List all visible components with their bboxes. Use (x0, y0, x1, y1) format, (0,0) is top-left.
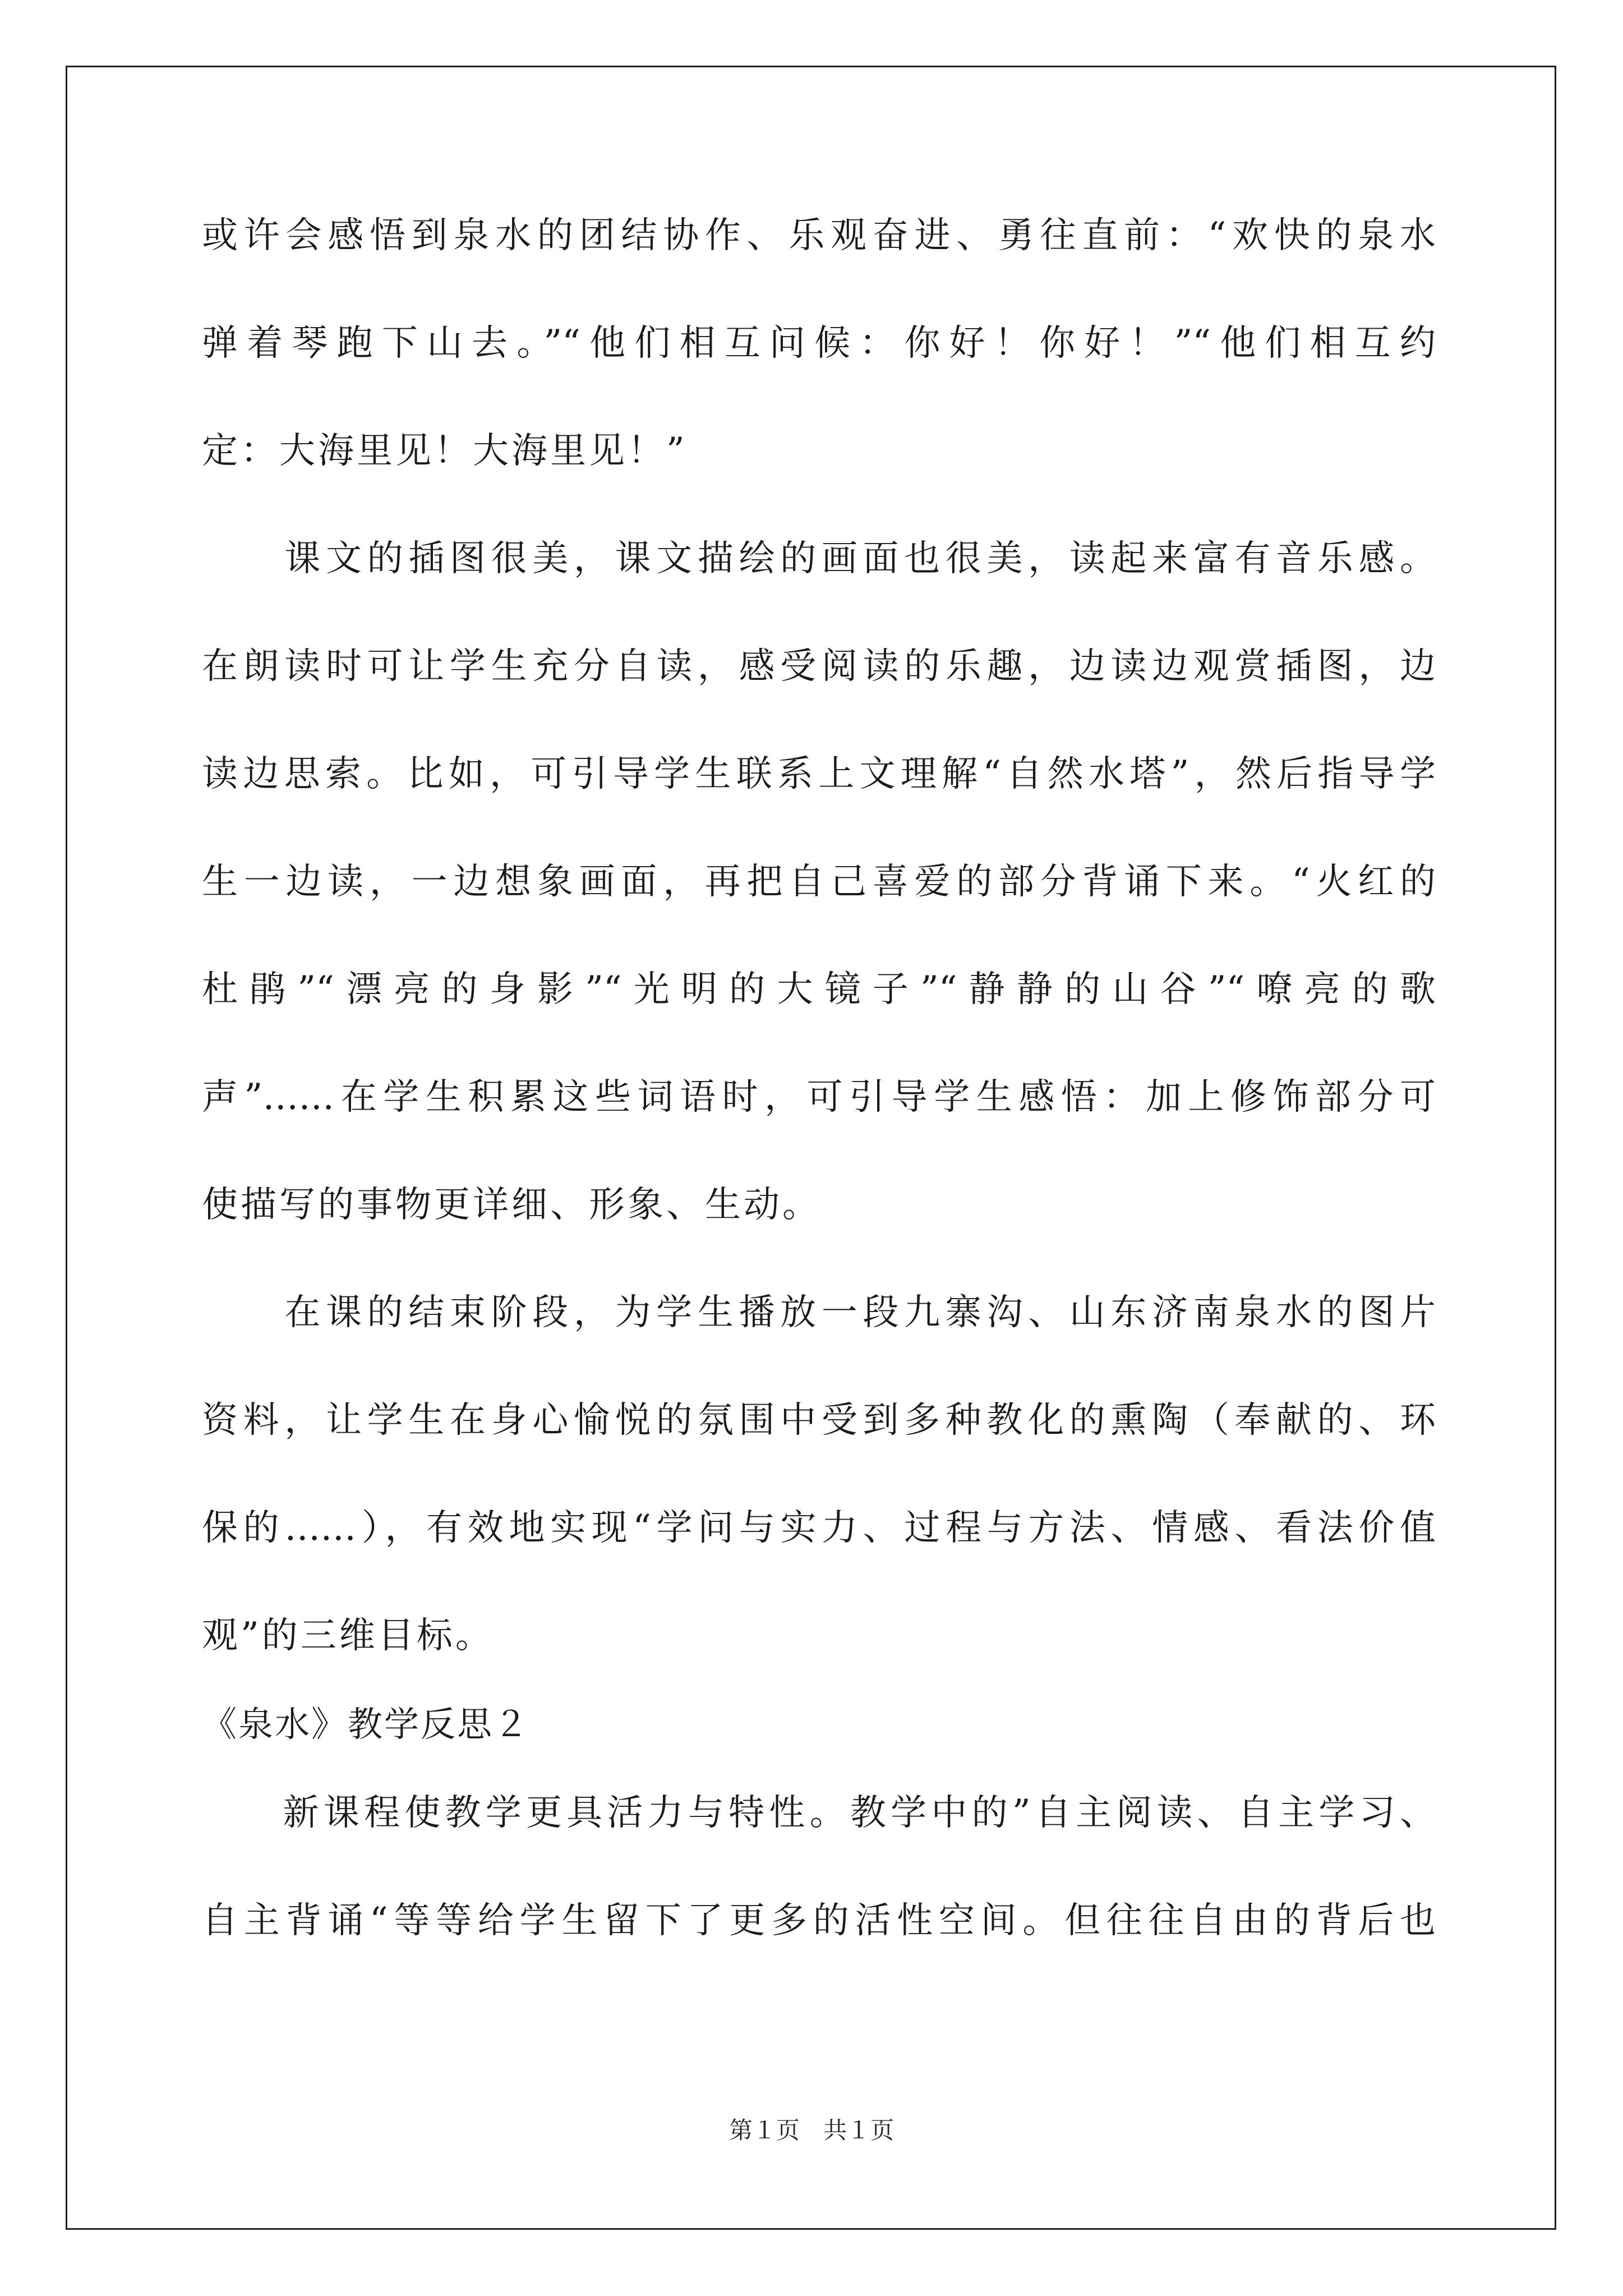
page-number-footer: 第１页 共１页 (728, 2116, 894, 2144)
text-line: 新课程使教学更具活力与特性。教学中的”自主阅读、自主学习、 (202, 1792, 1436, 1834)
text-line: 观”的三维目标。 (202, 1615, 494, 1657)
text-line: 读边思索。比如，可引导学生联系上文理解“自然水塔”，然后指导学 (202, 753, 1436, 795)
text-line: 杜鹃”“漂亮的身影”“光明的大镜子”“静静的山谷”“嘹亮的歌 (202, 969, 1436, 1010)
text-line: 使描写的事物更详细、形象、生动。 (202, 1184, 821, 1226)
text-line: 课文的插图很美，课文描绘的画面也很美，读起来富有音乐感。 (202, 538, 1436, 579)
section-heading: 《泉水》教学反思２ (202, 1704, 531, 1745)
text-line: 声”……在学生积累这些词语时，可引导学生感悟：加上修饰部分可 (202, 1076, 1436, 1118)
text-line: 弹着琴跑下山去。”“他们相互问候：你好！你好！”“他们相互约 (202, 323, 1436, 364)
text-line: 在朗读时可让学生充分自读，感受阅读的乐趣，边读边观赏插图，边 (202, 646, 1436, 687)
text-line: 自主背诵“等等给学生留下了更多的活性空间。但往往自由的背后也 (202, 1900, 1436, 1941)
text-line: 在课的结束阶段，为学生播放一段九寨沟、山东济南泉水的图片 (202, 1292, 1436, 1333)
text-line: 生一边读，一边想象画面，再把自己喜爱的部分背诵下来。“火红的 (202, 861, 1436, 903)
text-line: 或许会感悟到泉水的团结协作、乐观奋进、勇往直前：“欢快的泉水 (202, 215, 1436, 256)
text-line: 保的……），有效地实现“学问与实力、过程与方法、情感、看法价值 (202, 1507, 1436, 1549)
text-line: 定：大海里见！大海里见！” (202, 430, 688, 472)
text-line: 资料，让学生在身心愉悦的氛围中受到多种教化的熏陶（奉献的、环 (202, 1400, 1436, 1441)
